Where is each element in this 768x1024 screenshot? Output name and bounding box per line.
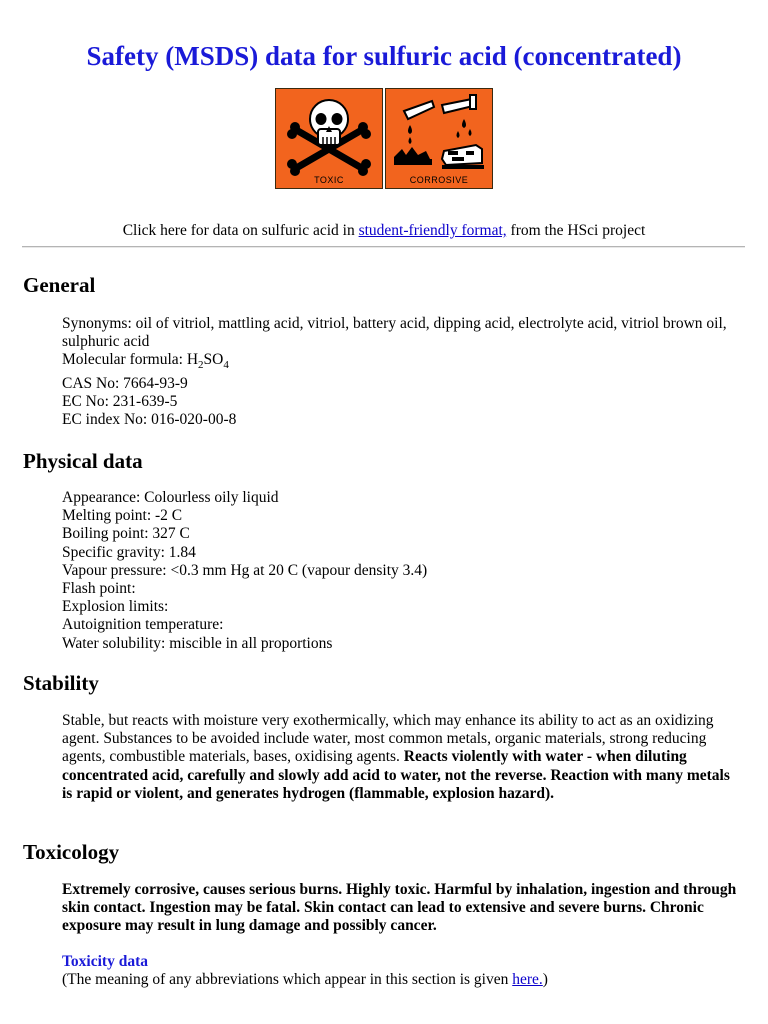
stability-heading: Stability — [23, 671, 99, 695]
abbreviations-note — [62, 971, 742, 989]
formula-h-subscript: 2 — [198, 359, 204, 372]
physical-row: Appearance: Colourless oily liquid — [62, 489, 279, 506]
abbreviations-here-link[interactable]: here. — [512, 970, 543, 988]
toxicology-warning-text: Extremely corrosive, causes serious burns. Highly toxic. Harmful by inhalation, ingestion and through skin contact. Ingestion may be fatal. Skin contact can lead to extensive and severe burns. Chronic exposure may result in lung damage and possibly cancer. — [62, 881, 737, 935]
corrosion-icon — [386, 89, 492, 188]
physical-row: Melting point: -2 C — [62, 507, 183, 525]
abbrev-after: ) — [542, 970, 548, 988]
toxicology-section — [62, 881, 742, 989]
ec-index-number: EC index No: 016-020-00-8 — [62, 411, 237, 429]
ec-number: EC No: 231-639-5 — [62, 392, 178, 410]
abbrev-before: (The meaning of any abbreviations which appear in this section is given — [62, 970, 513, 988]
corrosive-label: CORROSIVE — [409, 175, 469, 185]
formula-h: H — [186, 351, 199, 369]
formula-o-subscript: 4 — [223, 359, 229, 372]
synonyms-text: Synonyms: oil of vitriol, mattling acid, vitriol, battery acid, dipping acid, electrolyte acid, vitriol brown oil, sulphuric acid — [62, 315, 727, 351]
physical-row: Flash point: — [62, 580, 136, 598]
physical-data-section — [62, 489, 742, 653]
formula-label: Molecular formula: — [62, 351, 187, 369]
general-heading: General — [23, 273, 96, 297]
physical-row: Autoignition temperature: — [62, 616, 224, 634]
general-section — [62, 315, 742, 429]
stability-section — [62, 712, 742, 803]
skull-crossbones-icon — [276, 89, 382, 188]
stability-warning-text: Reacts violently with water - when diluting concentrated acid, carefully and slowly add acid to water, not the reverse. Reaction with many metals is rapid or violent, and generates hydrogen (flammable, explosion hazard). — [62, 748, 730, 802]
click-line-after: from the HSci project — [506, 222, 646, 239]
toxic-hazard-symbol — [275, 88, 383, 189]
student-friendly-format-link[interactable]: student-friendly format, — [358, 222, 507, 239]
toxic-label: TOXIC — [314, 175, 344, 185]
stability-text — [62, 712, 742, 803]
horizontal-divider — [22, 246, 745, 248]
page-title: Safety (MSDS) data for sulfuric acid (concentrated) — [86, 41, 682, 71]
physical-row: Vapour pressure: <0.3 mm Hg at 20 C (vapour density 3.4) — [62, 561, 428, 579]
toxicology-heading: Toxicology — [23, 840, 120, 864]
physical-row: Boiling point: 327 C — [62, 525, 190, 543]
toxicity-data-link[interactable]: Toxicity data — [62, 952, 148, 970]
toxicity-data-line — [62, 953, 742, 971]
click-line-before: Click here for data on sulfuric acid in — [122, 222, 359, 239]
physical-row: Explosion limits: — [62, 598, 169, 616]
molecular-formula — [62, 351, 742, 372]
stability-normal-text: Stable, but reacts with moisture very exothermically, which may enhance its ability to act as an oxidizing agent. Substances to be avoided include water, most common metals, organic materials, strong reducing agents, combustible materials, bases, oxidising agents. — [62, 712, 714, 766]
physical-row: Specific gravity: 1.84 — [62, 543, 196, 561]
formula-so: SO — [203, 351, 224, 369]
student-format-line — [0, 222, 768, 240]
physical-data-heading: Physical data — [23, 449, 143, 473]
corrosive-hazard-symbol — [385, 88, 493, 189]
cas-number: CAS No: 7664-93-9 — [62, 374, 188, 392]
physical-row: Water solubility: miscible in all proportions — [62, 634, 333, 652]
toxicology-warning — [62, 881, 742, 936]
